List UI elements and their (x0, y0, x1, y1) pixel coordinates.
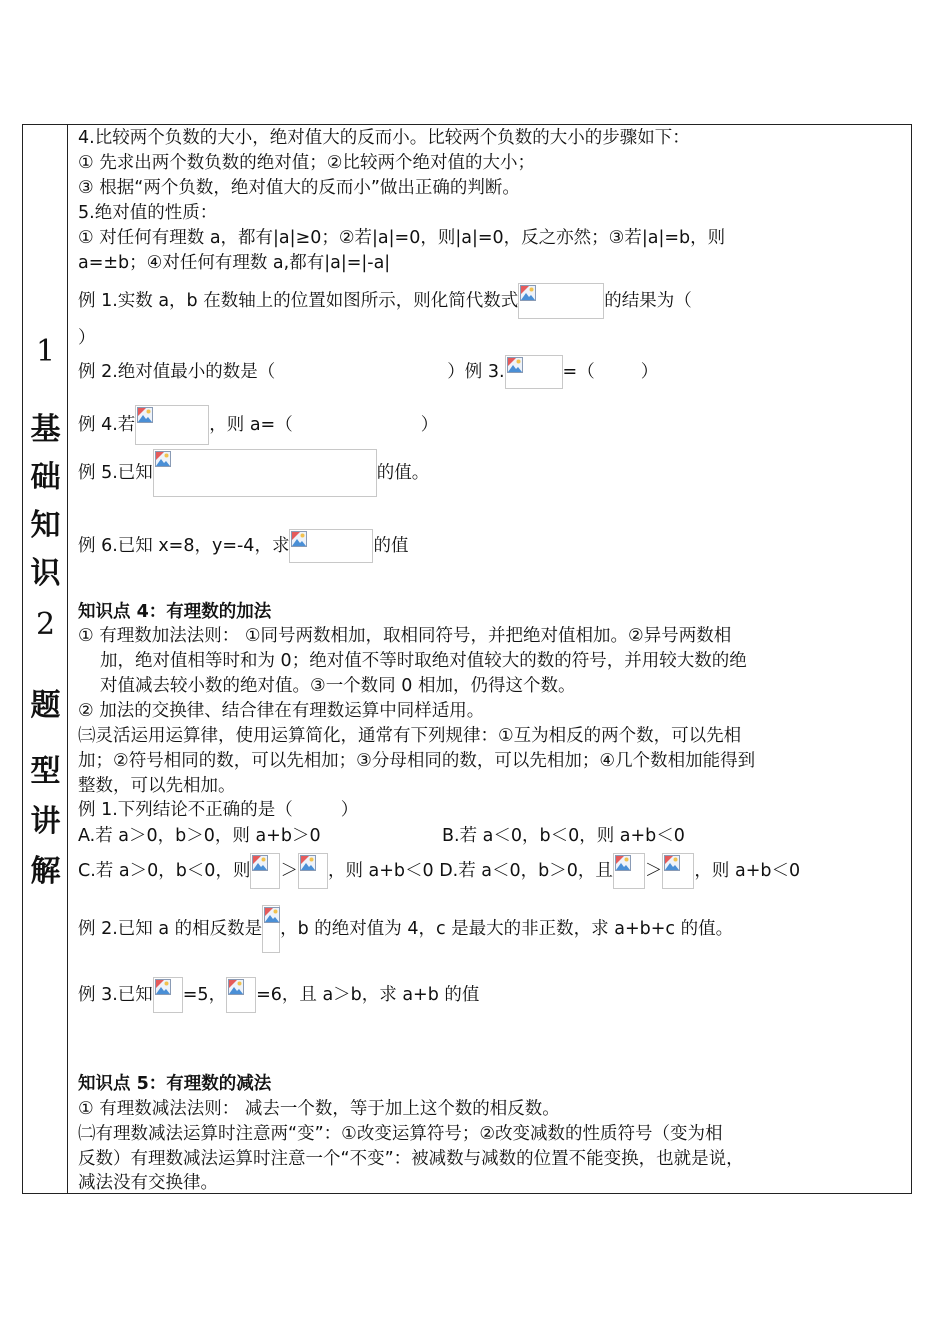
example-4: 例 4.若 ，则 a=（ ） (78, 405, 438, 445)
section-number-2: 2 (35, 607, 56, 642)
knowledge-point-5-title: 知识点 5：有理数的减法 (78, 1074, 272, 1094)
title-char: 题 (30, 688, 61, 723)
broken-image-icon (252, 855, 268, 877)
broken-image-icon (291, 531, 307, 553)
formula-image (298, 853, 328, 889)
text-line: ① 先求出两个数负数的绝对值；②比较两个绝对值的大小； (78, 153, 535, 173)
content-table (22, 124, 912, 1194)
text-line: 整数，可以先相加。 (78, 776, 236, 796)
broken-image-icon (664, 855, 680, 877)
title-char: 识 (30, 556, 61, 591)
text-line: ） (78, 328, 96, 348)
broken-image-icon (264, 907, 280, 929)
option-a: A.若 a＞0，b＞0，则 a+b＞0 (78, 826, 321, 846)
broken-image-icon (520, 285, 536, 307)
knowledge-point-4-title: 知识点 4：有理数的加法 (78, 602, 272, 622)
title-char: 讲 (30, 804, 61, 839)
broken-image-icon (228, 979, 244, 1001)
formula-image (505, 355, 563, 389)
title-char: 知 (30, 508, 61, 543)
broken-image-icon (155, 451, 171, 473)
text-line: 加，绝对值相等时和为 0；绝对值不等时取绝对值较大的数的符号，并用较大数的绝 (100, 651, 747, 671)
formula-image (135, 405, 209, 445)
formula-image (262, 905, 280, 953)
title-char: 解 (30, 854, 61, 889)
section-label-column (23, 125, 68, 1193)
text-line: a=±b；④对任何有理数 a,都有|a|=|-a| (78, 253, 391, 273)
formula-image (153, 449, 377, 497)
text-line: 加；②符号相同的数，可以先相加；③分母相同的数，可以先相加；④几个数相加能得到 (78, 751, 756, 771)
example-5: 例 5.已知 的值。 (78, 449, 429, 497)
broken-image-icon (155, 979, 171, 1001)
example-1: 例 1.实数 a，b 在数轴上的位置如图所示，则化简代数式 的结果为（ (78, 283, 692, 319)
section-number-1: 1 (35, 334, 56, 369)
text-line: ① 对任何有理数 a，都有|a|≥0；②若|a|=0，则|a|=0，反之亦然；③若|a|=b，则 (78, 228, 726, 248)
formula-image (518, 283, 604, 319)
question-3: 例 3.已知 =5， =6，且 a＞b，求 a+b 的值 (78, 977, 479, 1013)
broken-image-icon (137, 407, 153, 429)
broken-image-icon (300, 855, 316, 877)
broken-image-icon (615, 855, 631, 877)
formula-image (250, 853, 280, 889)
question-2: 例 2.已知 a 的相反数是 ，b 的绝对值为 4，c 是最大的非正数，求 a+b+c 的值。 (78, 905, 733, 953)
text-line: 4.比较两个负数的大小，绝对值大的反而小。比较两个负数的大小的步骤如下： (78, 128, 690, 148)
text-line: ㈢灵活运用运算律，使用运算简化，通常有下列规律：①互为相反的两个数，可以先相 (78, 726, 742, 746)
formula-image (613, 853, 645, 889)
title-char: 基 (30, 412, 61, 447)
text-line: ① 有理数减法法则： 减去一个数，等于加上这个数的相反数。 (78, 1099, 560, 1119)
formula-image (226, 977, 256, 1013)
formula-image (662, 853, 694, 889)
text-line: 5.绝对值的性质： (78, 203, 218, 223)
formula-image (289, 529, 373, 563)
example-2-3: 例 2.绝对值最小的数是（ ）例 3. =（ ） (78, 355, 658, 389)
text-line: 减法没有交换律。 (78, 1173, 218, 1193)
question-1: 例 1.下列结论不正确的是（ ） (78, 800, 359, 820)
formula-image (153, 977, 183, 1013)
broken-image-icon (507, 357, 523, 379)
title-char: 型 (30, 754, 61, 789)
title-char: 础 (30, 460, 61, 495)
text-line: 反数）有理数减法运算时注意一个“不变”：被减数与减数的位置不能变换，也就是说， (78, 1149, 744, 1169)
text-line: ㈡有理数减法运算时注意两“变”：①改变运算符号；②改变减数的性质符号（变为相 (78, 1124, 723, 1144)
text-line: ① 有理数加法法则： ①同号两数相加，取相同符号，并把绝对值相加。②异号两数相 (78, 626, 732, 646)
option-b: B.若 a＜0，b＜0，则 a+b＜0 (442, 826, 685, 846)
example-6: 例 6.已知 x=8，y=-4，求 的值 (78, 529, 408, 563)
options-c-d: C.若 a＞0，b＜0，则 ＞ ，则 a+b＜0 D.若 a＜0，b＞0，且 ＞ ，则 a+b＜0 (78, 853, 800, 889)
text-line: ② 加法的交换律、结合律在有理数运算中同样适用。 (78, 701, 485, 721)
text-line: ③ 根据“两个负数，绝对值大的反而小”做出正确的判断。 (78, 178, 520, 198)
text-line: 对值减去较小数的绝对值。③一个数同 0 相加，仍得这个数。 (100, 676, 576, 696)
